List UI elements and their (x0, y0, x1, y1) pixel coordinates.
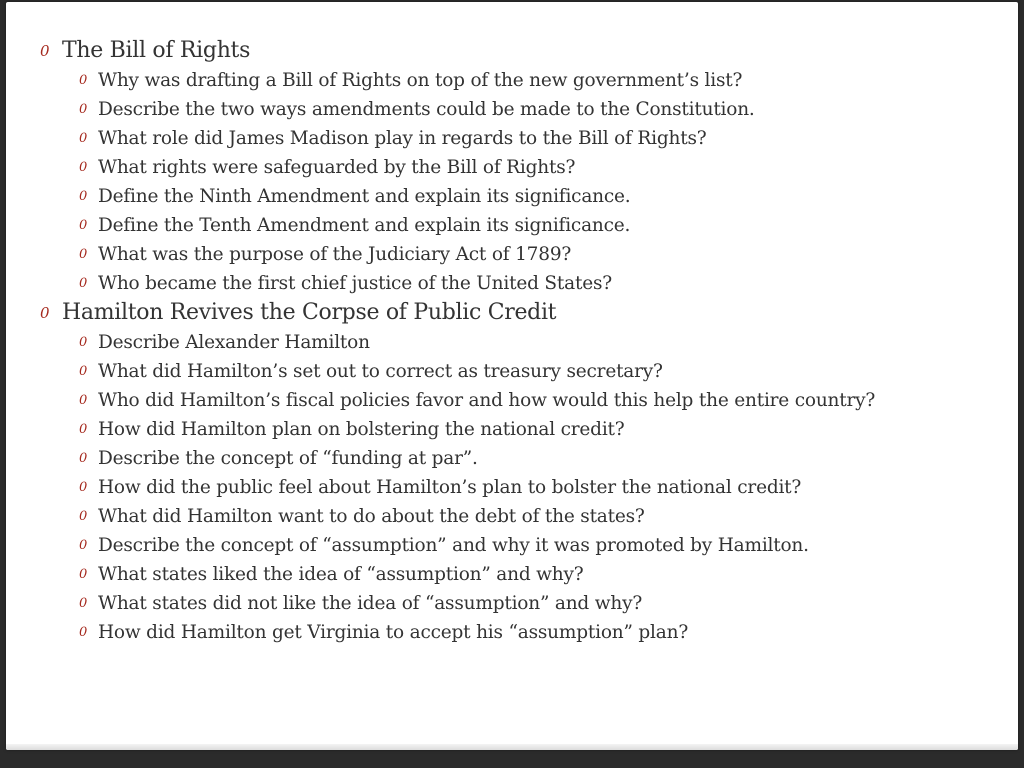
bullet-icon: 0 (79, 73, 88, 88)
bullet-icon: 0 (79, 393, 88, 408)
list-item (6, 328, 1018, 357)
list-item (6, 415, 1018, 444)
bullet-icon: 0 (79, 364, 88, 379)
question-text: What did Hamilton’s set out to correct as treasury secretary? (98, 361, 663, 382)
list-item (6, 560, 1018, 589)
bullet-icon: 0 (79, 189, 88, 204)
list-item (6, 531, 1018, 560)
section-public-credit (6, 298, 1018, 647)
bullet-icon: 0 (79, 509, 88, 524)
slide-page (6, 2, 1018, 750)
section-title: The Bill of Rights (62, 38, 251, 63)
bullet-icon: 0 (79, 538, 88, 553)
list-item (6, 618, 1018, 647)
bullet-icon: 0 (79, 102, 88, 117)
list-item (6, 444, 1018, 473)
question-text: How did the public feel about Hamilton’s plan to bolster the national credit? (98, 477, 802, 498)
question-text: What was the purpose of the Judiciary Act of 1789? (98, 244, 572, 265)
list-item (6, 502, 1018, 531)
question-text: How did Hamilton get Virginia to accept his “assumption” plan? (98, 622, 689, 643)
outline-list (6, 36, 1018, 647)
question-text: What role did James Madison play in regards to the Bill of Rights? (98, 128, 707, 149)
list-item (6, 153, 1018, 182)
section-heading (6, 36, 1018, 66)
question-text: Describe the concept of “funding at par”. (98, 448, 478, 469)
question-text: Describe Alexander Hamilton (98, 332, 370, 353)
bullet-icon: 0 (40, 42, 50, 60)
question-text: What states liked the idea of “assumption” and why? (98, 564, 584, 585)
question-text: What rights were safeguarded by the Bill of Rights? (98, 157, 576, 178)
question-text: Describe the two ways amendments could be made to the Constitution. (98, 99, 755, 120)
bullet-icon: 0 (79, 422, 88, 437)
bullet-icon: 0 (79, 276, 88, 291)
question-text: Who became the first chief justice of the United States? (98, 273, 612, 294)
bullet-icon: 0 (40, 304, 50, 322)
bullet-icon: 0 (79, 218, 88, 233)
question-text: Define the Ninth Amendment and explain its significance. (98, 186, 631, 207)
section-heading (6, 298, 1018, 328)
bullet-icon: 0 (79, 451, 88, 466)
bullet-icon: 0 (79, 247, 88, 262)
question-text: Who did Hamilton’s fiscal policies favor and how would this help the entire country? (98, 390, 876, 411)
question-text: How did Hamilton plan on bolstering the national credit? (98, 419, 625, 440)
section-title: Hamilton Revives the Corpse of Public Credit (62, 300, 557, 325)
question-text: Define the Tenth Amendment and explain its significance. (98, 215, 631, 236)
bullet-icon: 0 (79, 131, 88, 146)
list-item (6, 589, 1018, 618)
list-item (6, 473, 1018, 502)
bullet-icon: 0 (79, 480, 88, 495)
bullet-icon: 0 (79, 625, 88, 640)
list-item (6, 66, 1018, 95)
list-item (6, 95, 1018, 124)
question-text: What states did not like the idea of “assumption” and why? (98, 593, 643, 614)
list-item (6, 211, 1018, 240)
bullet-icon: 0 (79, 335, 88, 350)
question-text: Describe the concept of “assumption” and why it was promoted by Hamilton. (98, 535, 809, 556)
list-item (6, 386, 1018, 415)
question-text: What did Hamilton want to do about the debt of the states? (98, 506, 645, 527)
list-item (6, 124, 1018, 153)
bullet-icon: 0 (79, 596, 88, 611)
list-item (6, 269, 1018, 298)
bullet-icon: 0 (79, 567, 88, 582)
list-item (6, 357, 1018, 386)
list-item (6, 240, 1018, 269)
section-bill-of-rights (6, 36, 1018, 298)
question-text: Why was drafting a Bill of Rights on top of the new government’s list? (98, 70, 743, 91)
bullet-icon: 0 (79, 160, 88, 175)
list-item (6, 182, 1018, 211)
